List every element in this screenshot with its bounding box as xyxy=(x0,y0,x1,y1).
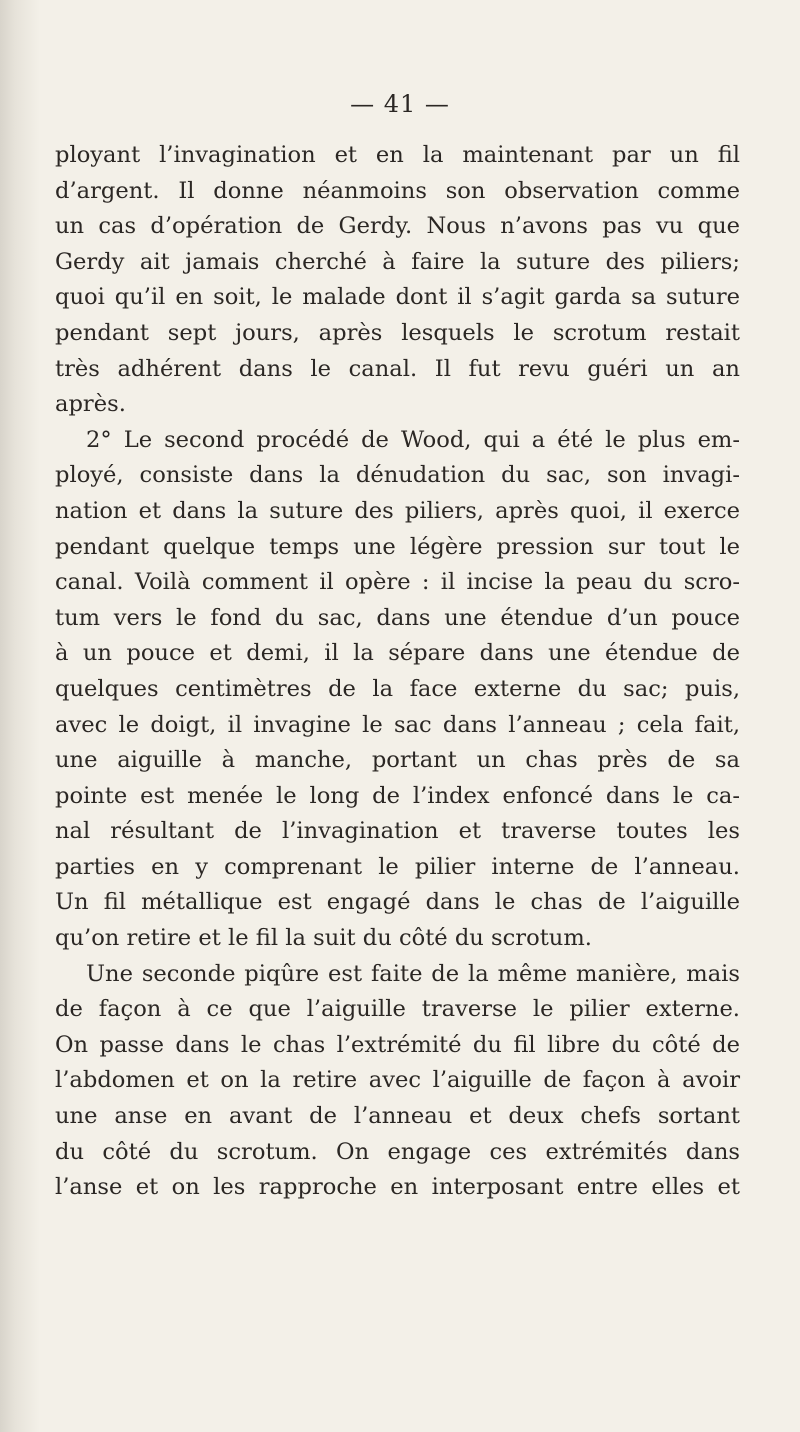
body-text xyxy=(55,138,740,1206)
text-line: nal résultant de l’invagination et traverse toutes les xyxy=(55,818,740,845)
paragraph xyxy=(55,138,740,423)
text-line: Une seconde piqûre est faite de la même manière, mais xyxy=(86,960,740,987)
text-line: canal. Voilà comment il opère : il incise la peau du scro- xyxy=(55,569,740,596)
text-line: nation et dans la suture des piliers, après quoi, il exerce xyxy=(55,497,740,524)
page-number: — 41 — xyxy=(350,90,450,118)
text-line: Un fil métallique est engagé dans le chas de l’aiguille xyxy=(55,889,740,916)
text-line: très adhérent dans le canal. Il fut revu guéri un an xyxy=(55,355,740,382)
text-line: pointe est menée le long de l’index enfoncé dans le ca- xyxy=(55,782,740,809)
text-line: quelques centimètres de la face externe du sac; puis, xyxy=(55,675,740,702)
text-line: Gerdy ait jamais cherché à faire la suture des piliers; xyxy=(55,248,740,275)
text-line: 2° Le second procédé de Wood, qui a été le plus em- xyxy=(86,426,740,453)
text-line: du côté du scrotum. On engage ces extrémités dans xyxy=(55,1138,740,1165)
text-line: ployant l’invagination et en la maintenant par un fil xyxy=(55,142,740,168)
text-line: pendant sept jours, après lesquels le scrotum restait xyxy=(55,319,740,346)
text-line: tum vers le fond du sac, dans une étendue d’un pouce xyxy=(55,604,740,631)
text-line: à un pouce et demi, il la sépare dans une étendue de xyxy=(55,640,740,667)
text-line: On passe dans le chas l’extrémité du fil libre du côté de xyxy=(55,1031,740,1058)
text-line: quoi qu’il en soit, le malade dont il s’agit garda sa suture xyxy=(55,284,740,311)
text-line: avec le doigt, il invagine le sac dans l’anneau ; cela fait, xyxy=(55,711,740,738)
text-line: une aiguille à manche, portant un chas près de sa xyxy=(55,747,740,774)
page-edge-shadow xyxy=(0,0,40,1432)
paragraph xyxy=(55,957,740,1206)
text-line: l’abdomen et on la retire avec l’aiguille de façon à avoir xyxy=(55,1067,740,1094)
text-line: un cas d’opération de Gerdy. Nous n’avons pas vu que xyxy=(55,213,740,240)
paragraph xyxy=(55,423,740,957)
text-line: après. xyxy=(55,391,126,418)
text-line: l’anse et on les rapproche en interposant entre elles et xyxy=(55,1174,740,1201)
text-line: d’argent. Il donne néanmoins son observation comme xyxy=(55,177,740,204)
text-line: parties en y comprenant le pilier interne de l’anneau. xyxy=(55,853,740,880)
text-line: une anse en avant de l’anneau et deux chefs sortant xyxy=(55,1103,740,1130)
text-line: ployé, consiste dans la dénudation du sac, son invagi- xyxy=(55,462,740,489)
text-line: qu’on retire et le fil la suit du côté du scrotum. xyxy=(55,925,592,952)
text-line: pendant quelque temps une légère pression sur tout le xyxy=(55,533,740,560)
text-line: de façon à ce que l’aiguille traverse le pilier externe. xyxy=(55,996,740,1023)
